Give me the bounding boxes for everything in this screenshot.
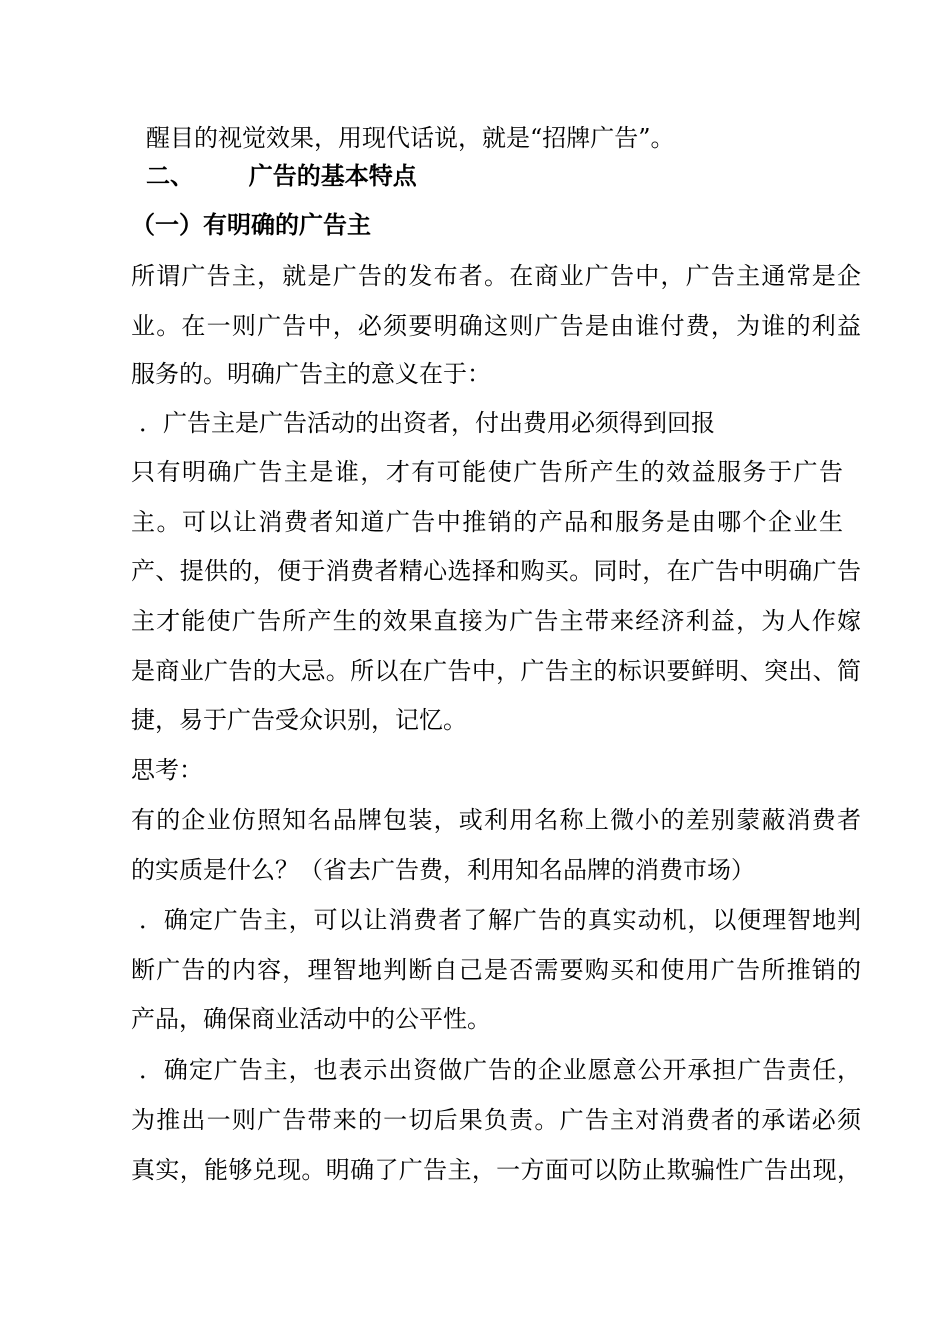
section-heading [146,161,417,191]
subsection-heading: （一）有明确的广告主 [131,211,371,239]
bullet-line: ．确定广告主，也表示出资做广告的企业愿意公开承担广告责任， [139,1056,861,1084]
section-title: 广告的基本特点 [248,162,417,190]
paragraph-line: 捷，易于广告受众识别，记忆。 [131,706,467,734]
paragraph-line: 的实质是什么？（省去广告费，利用知名品牌的消费市场） [131,856,755,884]
paragraph-line: 主。可以让消费者知道广告中推销的产品和服务是由哪个企业生 [131,508,843,536]
paragraph-line: 产、提供的，便于消费者精心选择和购买。同时，在广告中明确广告 [131,557,861,585]
paragraph-line: 主才能使广告所产生的效果直接为广告主带来经济利益，为人作嫁 [131,607,861,635]
paragraph-line: 是商业广告的大忌。所以在广告中，广告主的标识要鲜明、突出、简 [131,657,861,685]
bullet-line: ．确定广告主，可以让消费者了解广告的真实动机，以便理智地判 [139,906,861,934]
paragraph-line: 产品，确保商业活动中的公平性。 [131,1005,491,1033]
paragraph-line: 只有明确广告主是谁，才有可能使广告所产生的效益服务于广告 [131,458,843,486]
section-number: 二、 [146,162,194,190]
intro-line: 醒目的视觉效果，用现代话说，就是“招牌广告”。 [146,124,675,152]
paragraph-line: 所谓广告主，就是广告的发布者。在商业广告中，广告主通常是企 [131,262,861,290]
paragraph-line: 服务的。明确广告主的意义在于： [131,360,491,388]
paragraph-line: 断广告的内容，理智地判断自己是否需要购买和使用广告所推销的 [131,956,861,984]
paragraph-line: 有的企业仿照知名品牌包装，或利用名称上微小的差别蒙蔽消费者 [131,806,861,834]
bullet-line: ．广告主是广告活动的出资者，付出费用必须得到回报 [139,409,715,437]
think-label: 思考： [131,756,203,784]
paragraph-line: 业。在一则广告中，必须要明确这则广告是由谁付费，为谁的利益 [131,312,861,340]
paragraph-line: 真实，能够兑现。明确了广告主，一方面可以防止欺骗性广告出现， [131,1156,861,1184]
paragraph-line: 为推出一则广告带来的一切后果负责。广告主对消费者的承诺必须 [131,1106,861,1134]
